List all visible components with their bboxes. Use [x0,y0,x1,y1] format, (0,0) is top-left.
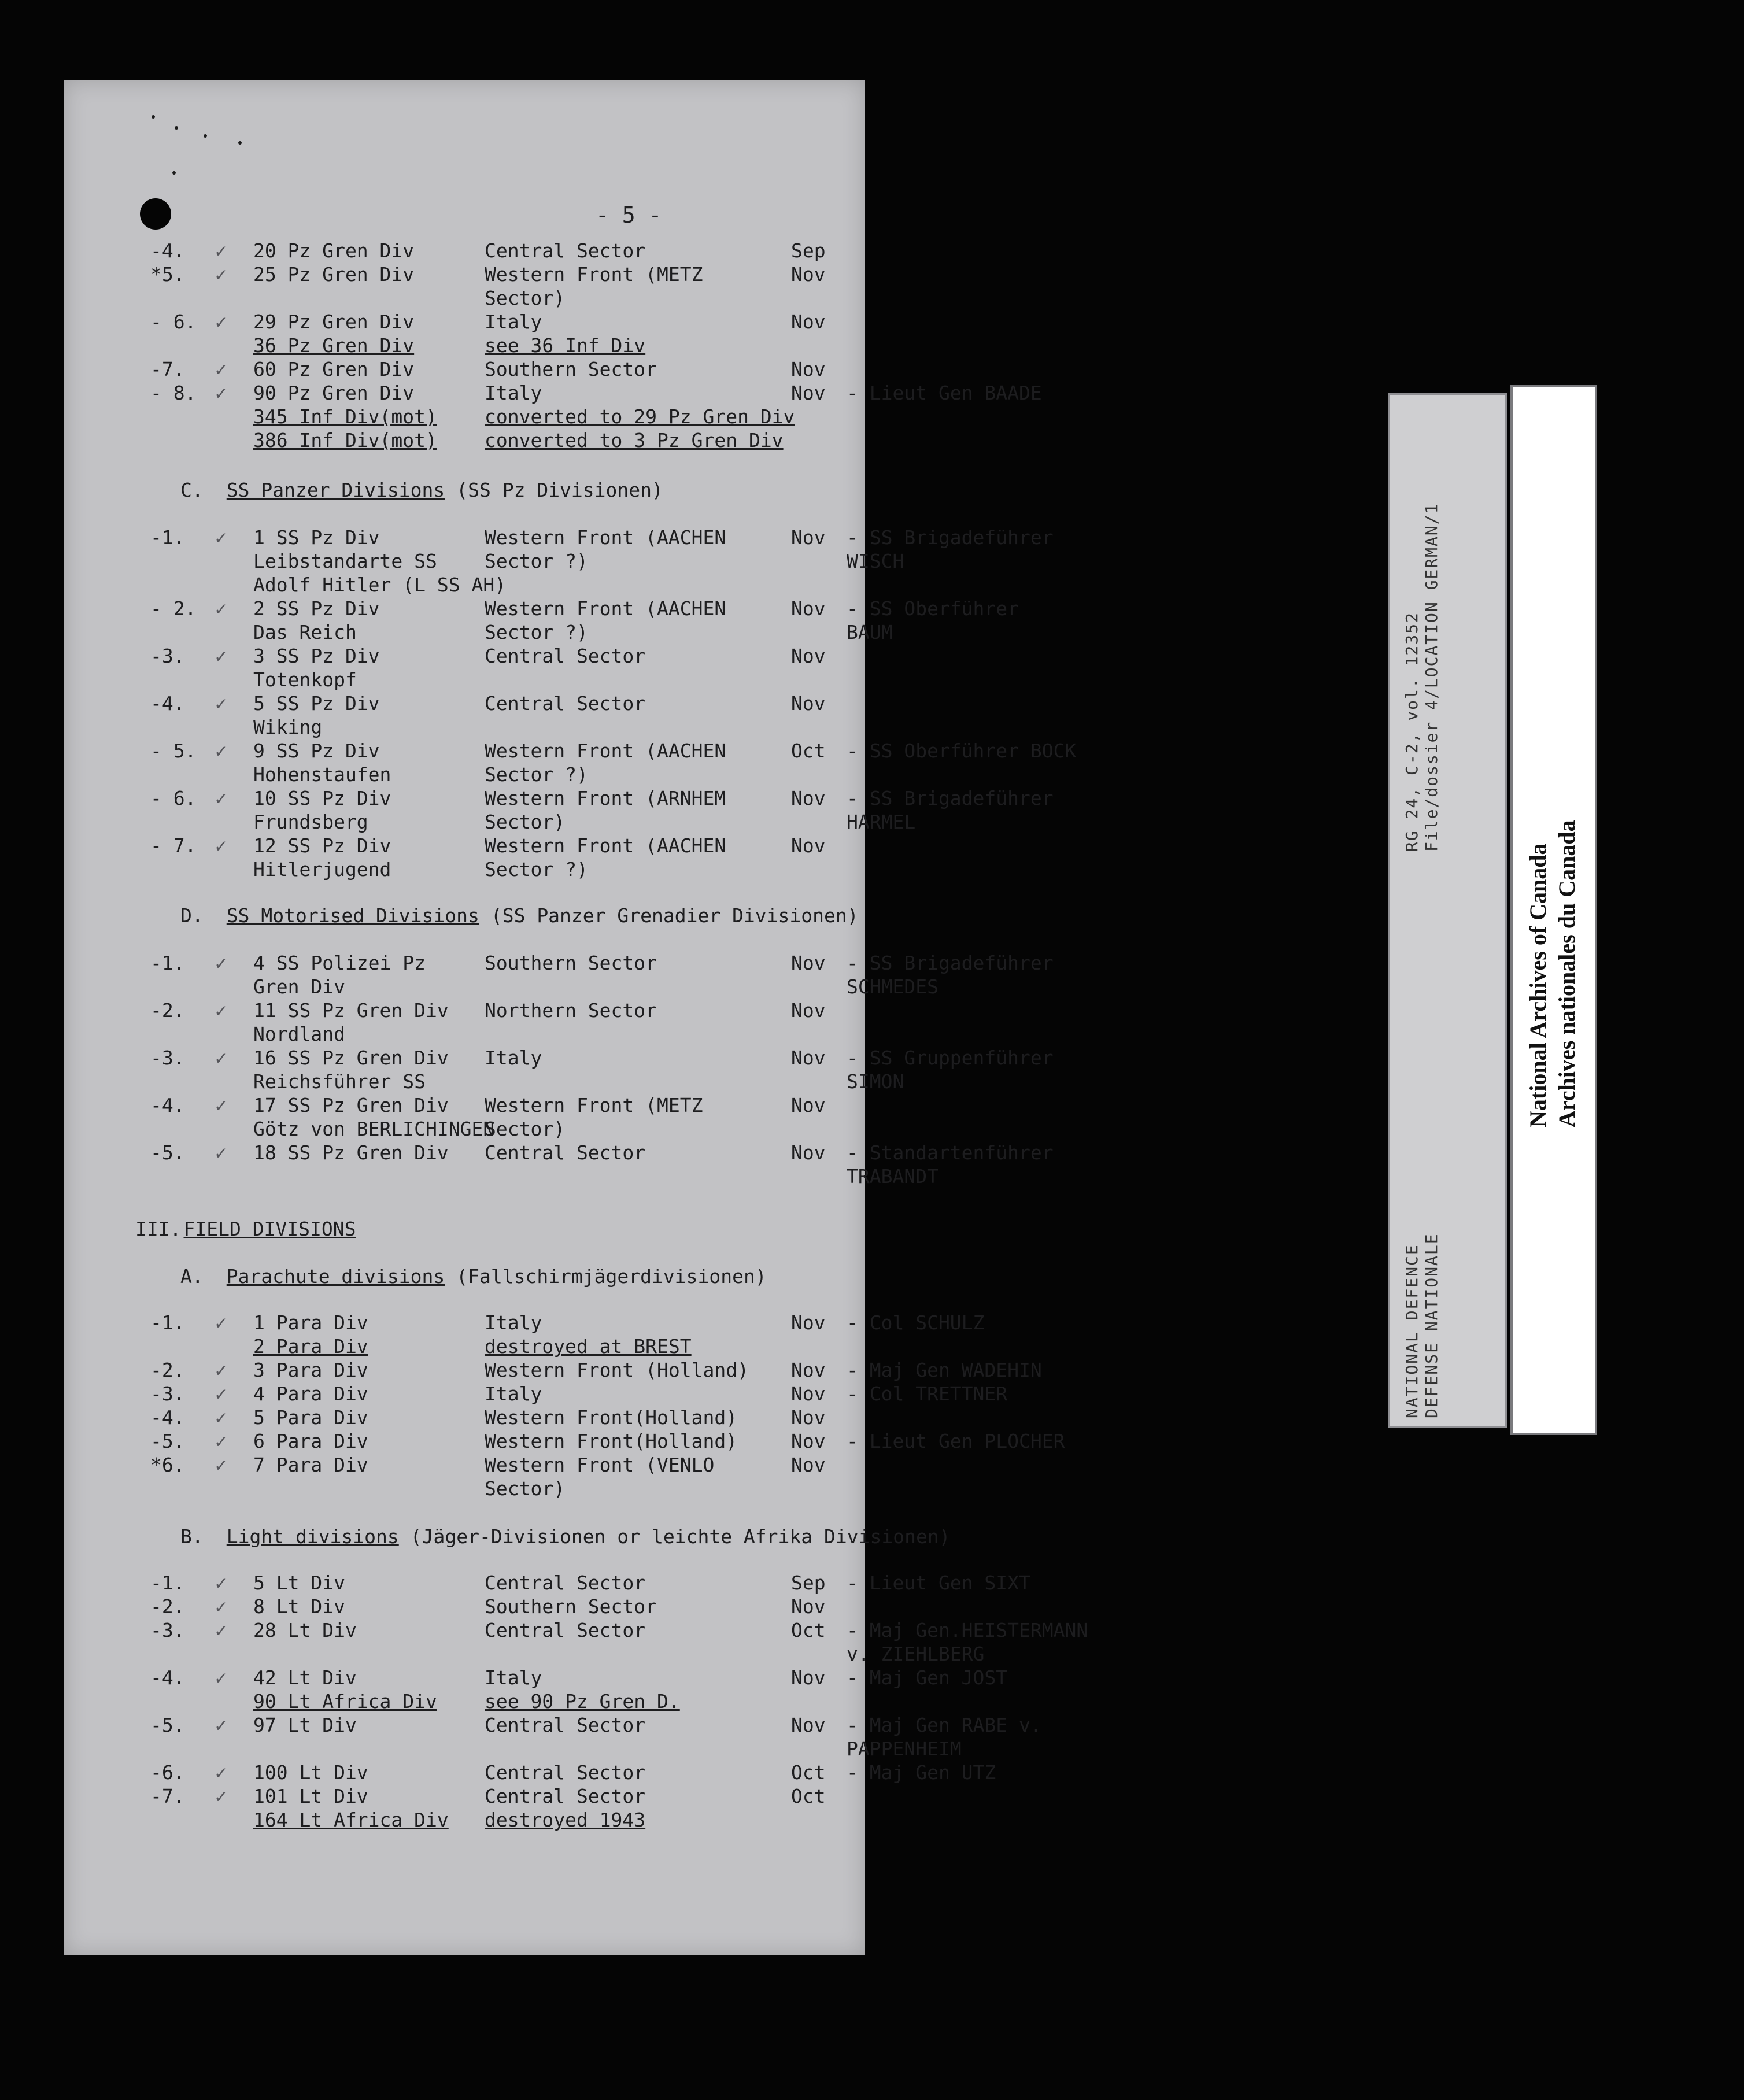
unit-location: Sector ?) [485,763,588,786]
report-month: Nov [791,1311,826,1334]
row-number: -1. [150,1311,185,1334]
report-month: Nov [791,1595,826,1618]
unit-commander: - Col TRETTNER [847,1382,1008,1405]
unit-location: destroyed at BREST [485,1335,692,1358]
unit-name: 60 Pz Gren Div [253,358,415,380]
unit-commander: - Maj Gen RABE v. [847,1714,1042,1736]
unit-name: 3 SS Pz Div [253,645,380,667]
unit-commander: - Maj Gen JOST [847,1666,1008,1689]
unit-name: 1 Para Div [253,1311,368,1334]
checkmark-icon: ✓ [215,239,227,262]
unit-name: 101 Lt Div [253,1785,368,1807]
checkmark-icon: ✓ [215,1619,227,1641]
unit-location: Southern Sector [485,358,657,380]
row-number: -5. [150,1430,185,1452]
unit-commander: SIMON [847,1070,904,1093]
unit-location: converted to 29 Pz Gren Div [485,405,795,428]
unit-location: Italy [485,1666,542,1689]
unit-location: Italy [485,1382,542,1405]
unit-name: 2 Para Div [253,1335,368,1358]
unit-name: Götz von BERLICHINGEN [253,1118,495,1140]
unit-location: Sector ?) [485,858,588,881]
unit-location: Western Front (AACHEN [485,526,726,549]
report-month: Nov [791,1141,826,1164]
unit-name: 90 Pz Gren Div [253,382,415,404]
unit-location: Southern Sector [485,952,657,974]
speck [152,115,155,119]
checkmark-icon: ✓ [215,1785,227,1807]
unit-commander: HARMEL [847,811,916,833]
unit-location: Central Sector [485,239,646,262]
row-number: -3. [150,1047,185,1069]
section-subtitle: (Jäger-Divisionen or leichte Afrika Divisionen) [410,1525,951,1548]
unit-location: Sector) [485,1477,566,1500]
row-number: -4. [150,1666,185,1689]
unit-location: Western Front(Holland) [485,1430,738,1452]
section-subtitle: (SS Pz Divisionen) [456,479,663,501]
row-number: -4. [150,1094,185,1116]
unit-name: 28 Lt Div [253,1619,357,1641]
unit-name: 4 SS Polizei Pz [253,952,426,974]
unit-name: 18 SS Pz Gren Div [253,1141,449,1164]
unit-location: Southern Sector [485,1595,657,1618]
checkmark-icon: ✓ [215,1430,227,1452]
unit-name: 6 Para Div [253,1430,368,1452]
unit-commander: BAUM [847,621,893,644]
report-month: Nov [791,1382,826,1405]
unit-name: 25 Pz Gren Div [253,263,415,286]
hole-punch [140,198,171,230]
section-letter: B. [180,1525,204,1548]
report-month: Nov [791,310,826,333]
unit-location: see 36 Inf Div [485,334,646,357]
section-heading [180,904,859,927]
row-number: -7. [150,1785,185,1807]
checkmark-icon: ✓ [215,834,227,857]
row-number: -3. [150,1619,185,1641]
report-month: Nov [791,1094,826,1116]
unit-name: 11 SS Pz Gren Div [253,999,449,1022]
speck [238,141,242,145]
report-month: Nov [791,1454,826,1476]
unit-location: Northern Sector [485,999,657,1022]
checkmark-icon: ✓ [215,1761,227,1784]
unit-name: Wiking [253,716,323,738]
checkmark-icon: ✓ [215,692,227,715]
unit-name: 12 SS Pz Div [253,834,391,857]
checkmark-icon: ✓ [215,310,227,333]
checkmark-icon: ✓ [215,1141,227,1164]
checkmark-icon: ✓ [215,1406,227,1429]
row-number: - 6. [150,310,197,333]
unit-location: destroyed 1943 [485,1809,646,1831]
unit-name: 1 SS Pz Div [253,526,380,549]
row-number: -2. [150,1595,185,1618]
unit-commander: WISCH [847,550,904,572]
report-month: Nov [791,1406,826,1429]
row-number: -1. [150,952,185,974]
unit-location: Western Front (VENLO [485,1454,715,1476]
report-month: Nov [791,382,826,404]
checkmark-icon: ✓ [215,1714,227,1736]
unit-name: Hitlerjugend [253,858,391,881]
row-number: *6. [150,1454,185,1476]
unit-location: Central Sector [485,1141,646,1164]
archive-department-line-1: NATIONAL DEFENCE [1402,1244,1421,1418]
checkmark-icon: ✓ [215,999,227,1022]
archive-name-english: National Archives of Canada [1525,843,1551,1127]
unit-commander: - Maj Gen WADEHIN [847,1359,1042,1381]
row-number: -3. [150,1382,185,1405]
unit-location: Central Sector [485,1785,646,1807]
checkmark-icon: ✓ [215,263,227,286]
row-number: -6. [150,1761,185,1784]
unit-name: 29 Pz Gren Div [253,310,415,333]
archive-label-typed [1388,393,1507,1428]
unit-name: 8 Lt Div [253,1595,345,1618]
unit-location: converted to 3 Pz Gren Div [485,429,784,452]
report-month: Nov [791,597,826,620]
row-number: - 8. [150,382,197,404]
row-number: -2. [150,999,185,1022]
unit-name: 5 Lt Div [253,1572,345,1594]
checkmark-icon: ✓ [215,1454,227,1476]
unit-name: 42 Lt Div [253,1666,357,1689]
unit-commander: PAPPENHEIM [847,1737,962,1760]
speck [204,134,207,138]
unit-commander: - Standartenführer [847,1141,1054,1164]
unit-commander: v. ZIEHLBERG [847,1643,985,1665]
section-title: Light divisions [226,1525,399,1548]
checkmark-icon: ✓ [215,1572,227,1594]
unit-location: Sector) [485,287,566,309]
report-month: Nov [791,263,826,286]
unit-name: 10 SS Pz Div [253,787,391,809]
unit-location: Western Front (AACHEN [485,597,726,620]
section-heading [180,1525,951,1548]
unit-location: Western Front(Holland) [485,1406,738,1429]
report-month: Sep [791,239,826,262]
archive-label-printed [1510,385,1597,1435]
unit-name: Nordland [253,1023,345,1045]
unit-location: Central Sector [485,692,646,715]
section-title: Parachute divisions [226,1265,445,1288]
archive-reference-line-2: File/dossier 4/LOCATION GERMAN/1 [1422,502,1441,852]
unit-name: 20 Pz Gren Div [253,239,415,262]
unit-commander: - Col SCHULZ [847,1311,985,1334]
checkmark-icon: ✓ [215,526,227,549]
unit-location: Italy [485,310,542,333]
unit-commander: - SS Brigadeführer [847,952,1054,974]
unit-commander: - Lieut Gen BAADE [847,382,1042,404]
section-letter: III. [135,1218,182,1240]
report-month: Nov [791,999,826,1022]
section-subtitle: (Fallschirmjägerdivisionen) [456,1265,767,1288]
unit-location: Sector) [485,1118,566,1140]
section-letter: A. [180,1265,204,1288]
unit-location: Central Sector [485,1714,646,1736]
unit-name: 4 Para Div [253,1382,368,1405]
section-letter: C. [180,479,204,501]
unit-location: Italy [485,382,542,404]
row-number: -4. [150,1406,185,1429]
unit-name: Frundsberg [253,811,368,833]
unit-location: Central Sector [485,1619,646,1641]
report-month: Nov [791,1047,826,1069]
unit-commander: - SS Oberführer BOCK [847,740,1077,762]
unit-name: Hohenstaufen [253,763,391,786]
unit-name: 3 Para Div [253,1359,368,1381]
unit-location: Western Front (Holland) [485,1359,749,1381]
report-month: Oct [791,740,826,762]
report-month: Nov [791,834,826,857]
unit-commander: - Lieut Gen PLOCHER [847,1430,1065,1452]
unit-name: Gren Div [253,975,345,998]
unit-location: Western Front (AACHEN [485,740,726,762]
section-heading [180,479,663,501]
unit-location: Sector ?) [485,550,588,572]
page-content [64,80,1088,1955]
unit-name: Leibstandarte SS [253,550,437,572]
checkmark-icon: ✓ [215,645,227,667]
unit-commander: - Maj Gen UTZ [847,1761,996,1784]
unit-location: Western Front (AACHEN [485,834,726,857]
row-number: -3. [150,645,185,667]
row-number: - 5. [150,740,197,762]
speck [175,126,178,130]
row-number: -7. [150,358,185,380]
report-month: Oct [791,1619,826,1641]
report-month: Oct [791,1785,826,1807]
checkmark-icon: ✓ [215,1382,227,1405]
unit-name: 36 Pz Gren Div [253,334,415,357]
unit-location: Sector) [485,811,566,833]
row-number: -5. [150,1141,185,1164]
unit-location: Italy [485,1311,542,1334]
section-heading [135,1218,356,1240]
unit-location: Italy [485,1047,542,1069]
unit-commander: - SS Gruppenführer [847,1047,1054,1069]
section-title: SS Motorised Divisions [226,904,479,927]
report-month: Nov [791,1666,826,1689]
checkmark-icon: ✓ [215,358,227,380]
section-heading [180,1265,767,1288]
unit-name: 345 Inf Div(mot) [253,405,437,428]
unit-name: 5 Para Div [253,1406,368,1429]
unit-location: Western Front (ARNHEM [485,787,726,809]
unit-location: Sector ?) [485,621,588,644]
unit-name: 16 SS Pz Gren Div [253,1047,449,1069]
row-number: -4. [150,239,185,262]
checkmark-icon: ✓ [215,1094,227,1116]
unit-location: Central Sector [485,645,646,667]
unit-name: 386 Inf Div(mot) [253,429,437,452]
row-number: -1. [150,1572,185,1594]
report-month: Nov [791,787,826,809]
unit-commander: - SS Oberführer [847,597,1019,620]
checkmark-icon: ✓ [215,1595,227,1618]
section-subtitle: (SS Panzer Grenadier Divisionen) [490,904,859,927]
checkmark-icon: ✓ [215,1359,227,1381]
unit-name: Das Reich [253,621,357,644]
unit-name: Adolf Hitler (L SS AH) [253,574,507,596]
report-month: Nov [791,1430,826,1452]
unit-location: Western Front (METZ [485,1094,703,1116]
page-number: - 5 - [596,202,662,228]
unit-name: 17 SS Pz Gren Div [253,1094,449,1116]
archive-department-line-2: DEFENSE NATIONALE [1422,1233,1441,1418]
unit-name: 9 SS Pz Div [253,740,380,762]
report-month: Nov [791,1714,826,1736]
unit-name: 164 Lt Africa Div [253,1809,449,1831]
archive-reference-line-1: RG 24, C-2, vol. 12352 [1402,612,1421,852]
unit-name: 97 Lt Div [253,1714,357,1736]
unit-commander: - SS Brigadeführer [847,787,1054,809]
report-month: Nov [791,692,826,715]
unit-location: Central Sector [485,1761,646,1784]
row-number: -4. [150,692,185,715]
document-page [64,80,1088,1955]
unit-name: Totenkopf [253,668,357,691]
unit-name: 90 Lt Africa Div [253,1690,437,1713]
checkmark-icon: ✓ [215,1047,227,1069]
section-letter: D. [180,904,204,927]
checkmark-icon: ✓ [215,952,227,974]
unit-commander: - Lieut Gen SIXT [847,1572,1030,1594]
unit-commander: TRABANDT [847,1165,938,1188]
unit-commander: - SS Brigadeführer [847,526,1054,549]
checkmark-icon: ✓ [215,1311,227,1334]
row-number: - 2. [150,597,197,620]
report-month: Nov [791,358,826,380]
report-month: Sep [791,1572,826,1594]
report-month: Nov [791,526,826,549]
unit-commander: - Maj Gen.HEISTERMANN [847,1619,1088,1641]
unit-location: see 90 Pz Gren D. [485,1690,680,1713]
row-number: - 7. [150,834,197,857]
report-month: Nov [791,645,826,667]
report-month: Nov [791,952,826,974]
unit-location: Central Sector [485,1572,646,1594]
report-month: Nov [791,1359,826,1381]
checkmark-icon: ✓ [215,597,227,620]
archive-name-french: Archives nationales du Canada [1554,820,1580,1127]
section-title: SS Panzer Divisions [226,479,445,501]
unit-name: Reichsführer SS [253,1070,426,1093]
row-number: *5. [150,263,185,286]
unit-name: 7 Para Div [253,1454,368,1476]
row-number: -5. [150,1714,185,1736]
checkmark-icon: ✓ [215,382,227,404]
section-title: FIELD DIVISIONS [183,1218,356,1240]
checkmark-icon: ✓ [215,740,227,762]
row-number: -2. [150,1359,185,1381]
unit-name: 100 Lt Div [253,1761,368,1784]
report-month: Oct [791,1761,826,1784]
row-number: - 6. [150,787,197,809]
checkmark-icon: ✓ [215,787,227,809]
speck [172,171,176,175]
unit-commander: SCHMEDES [847,975,938,998]
checkmark-icon: ✓ [215,1666,227,1689]
row-number: -1. [150,526,185,549]
unit-name: 5 SS Pz Div [253,692,380,715]
unit-name: 2 SS Pz Div [253,597,380,620]
unit-location: Western Front (METZ [485,263,703,286]
